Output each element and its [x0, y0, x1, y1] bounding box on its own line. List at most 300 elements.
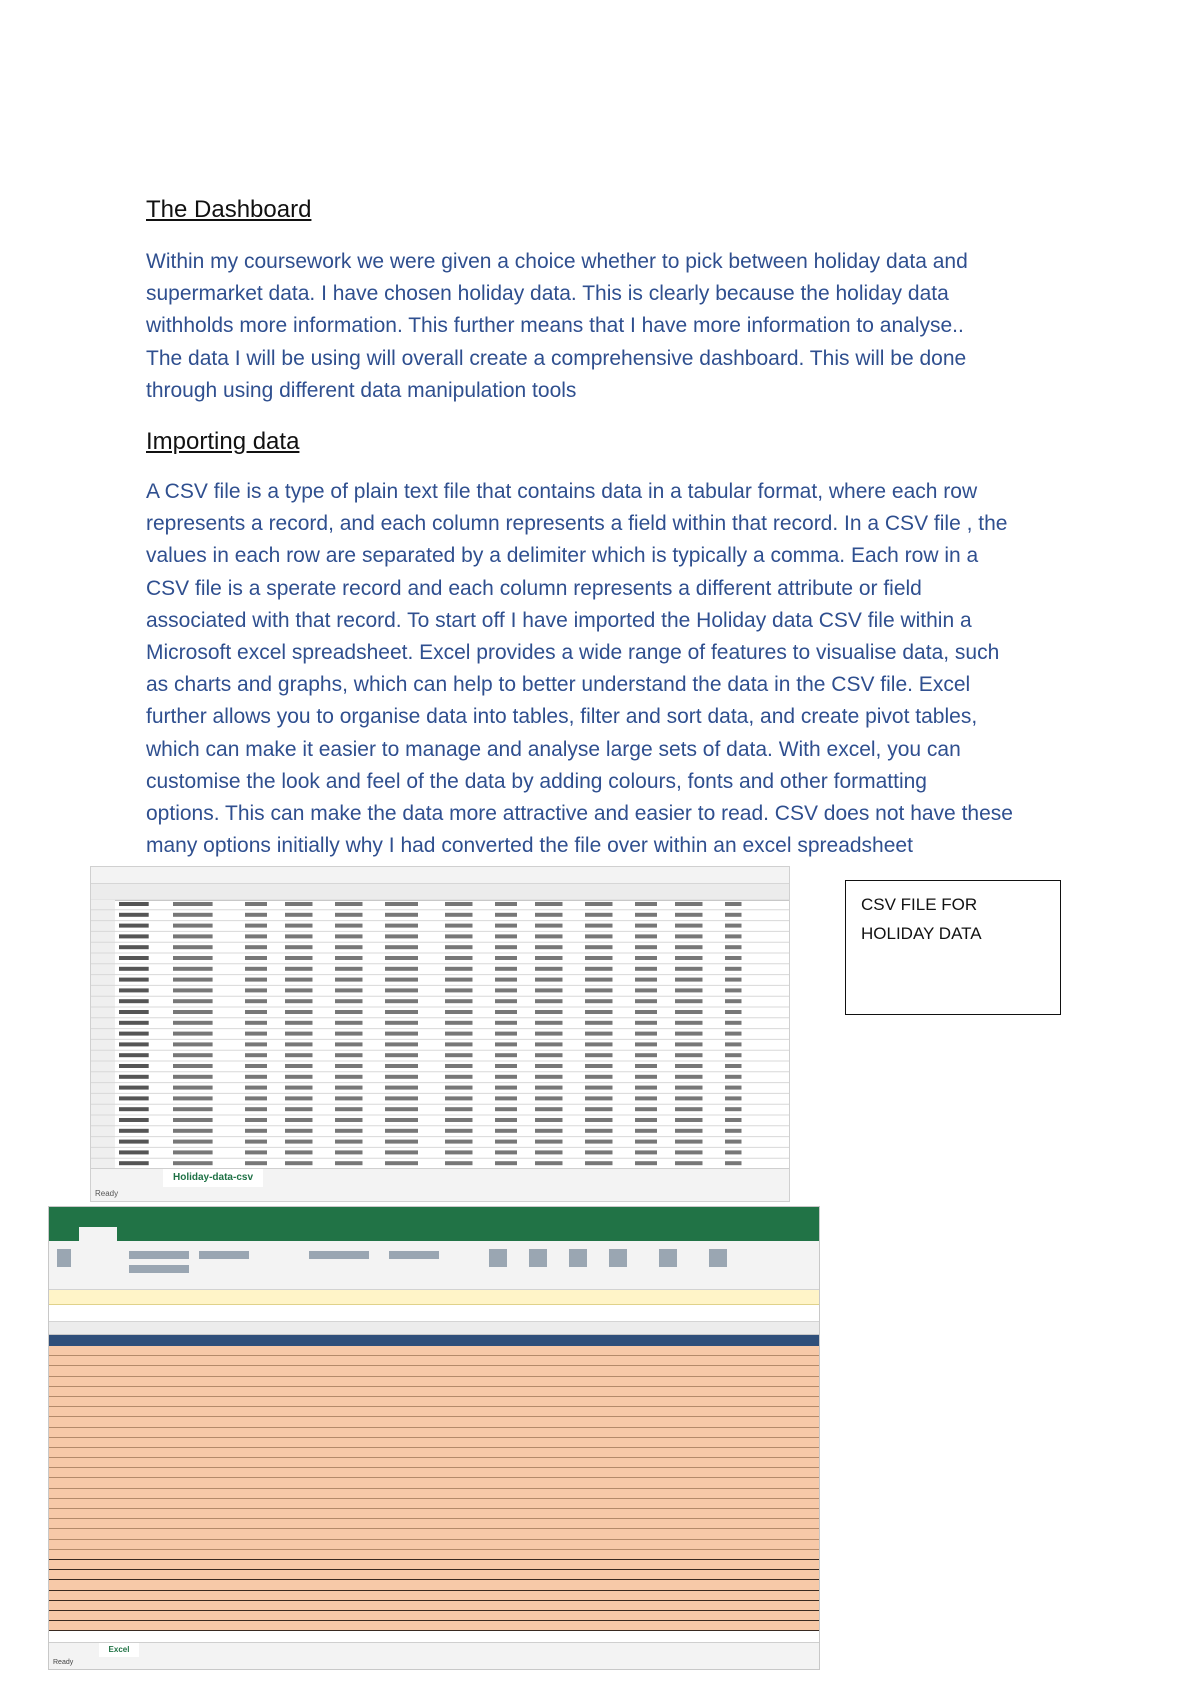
cell-content — [335, 967, 363, 971]
table-row — [49, 1499, 819, 1509]
cell-content — [635, 1010, 657, 1014]
cell-content — [335, 924, 363, 928]
cell-content — [635, 1032, 657, 1036]
cell-content — [495, 1021, 517, 1025]
table-row — [49, 1458, 819, 1468]
cell-content — [245, 1086, 267, 1090]
cell-content — [285, 913, 313, 917]
cell-content — [675, 934, 703, 938]
info-bar — [49, 1290, 819, 1305]
cell-content — [445, 999, 473, 1003]
cell-content — [675, 1010, 703, 1014]
callout-line: CSV FILE FOR — [861, 895, 978, 914]
paragraph-line: through using different data manipulation tools — [146, 378, 577, 402]
paragraph-intro — [146, 246, 1076, 407]
cell-content — [725, 1064, 742, 1068]
cell-content — [285, 967, 313, 971]
cell-content — [173, 1096, 213, 1100]
cell-content — [173, 945, 213, 949]
cell-content — [445, 1075, 473, 1079]
cell-content — [245, 999, 267, 1003]
cell-content — [335, 1021, 363, 1025]
cell-content — [585, 1053, 613, 1057]
cell-content — [245, 1042, 267, 1046]
spreadsheet-grid — [91, 899, 789, 1169]
cell-content — [119, 1010, 149, 1014]
cell-content — [445, 956, 473, 960]
cell-content — [445, 1010, 473, 1014]
cell-content — [635, 1086, 657, 1090]
cell-content — [675, 913, 703, 917]
cell-content — [245, 1107, 267, 1111]
cell-content — [245, 1053, 267, 1057]
table-row — [49, 1580, 819, 1590]
paragraph-line: withholds more information. This further means that I have more information to analyse.. — [146, 314, 964, 338]
cell-content — [173, 913, 213, 917]
cell-content — [585, 1107, 613, 1111]
cell-content — [173, 934, 213, 938]
cell-content — [285, 1042, 313, 1046]
heading-the-dashboard: The Dashboard — [146, 196, 312, 223]
cell-content — [445, 1150, 473, 1154]
cell-content — [725, 1096, 742, 1100]
cell-content — [385, 956, 418, 960]
table-row — [49, 1417, 819, 1427]
cell-content — [119, 1129, 149, 1133]
cell-content — [495, 978, 517, 982]
cell-content — [535, 945, 563, 949]
cell-content — [495, 945, 517, 949]
cell-content — [285, 902, 313, 906]
cell-content — [285, 1021, 313, 1025]
cell-content — [335, 988, 363, 992]
cell-content — [245, 1161, 267, 1165]
cell-content — [535, 1021, 563, 1025]
cell-content — [725, 1010, 742, 1014]
cell-content — [245, 978, 267, 982]
cell-content — [385, 1064, 418, 1068]
cell-content — [445, 1161, 473, 1165]
cell-content — [535, 956, 563, 960]
cell-content — [585, 902, 613, 906]
cell-content — [335, 945, 363, 949]
cell-content — [495, 1161, 517, 1165]
table-row — [49, 1468, 819, 1478]
cell-content — [635, 1161, 657, 1165]
cell-content — [535, 978, 563, 982]
cell-content — [385, 1053, 418, 1057]
table-row — [49, 1591, 819, 1601]
cell-content — [285, 1064, 313, 1068]
cell-content — [335, 1086, 363, 1090]
cell-content — [385, 978, 418, 982]
cell-content — [635, 1118, 657, 1122]
cell-content — [495, 1075, 517, 1079]
cell-content — [495, 1107, 517, 1111]
cell-content — [725, 999, 742, 1003]
cell-content — [335, 1118, 363, 1122]
paragraph-line: supermarket data. I have chosen holiday data. This is clearly because the holiday data — [146, 282, 949, 306]
cell-content — [245, 967, 267, 971]
cell-content — [245, 956, 267, 960]
cell-content — [635, 924, 657, 928]
cell-content — [635, 1042, 657, 1046]
cell-content — [535, 902, 563, 906]
cell-content — [173, 1129, 213, 1133]
paragraph-line: CSV file is a sperate record and each column represents a different attribute or field — [146, 576, 922, 600]
cell-content — [385, 1010, 418, 1014]
column-headers — [49, 1322, 819, 1335]
cell-content — [119, 1053, 149, 1057]
paragraph-line: many options initially why I had converted the file over within an excel spreadsheet — [146, 834, 913, 858]
cell-content — [173, 1010, 213, 1014]
paragraph-line: represents a record, and each column represents a field within that record. In a CSV file , the — [146, 512, 1008, 536]
ribbon-tab-home[interactable] — [79, 1227, 117, 1241]
cell-content — [173, 1042, 213, 1046]
cell-content — [585, 1032, 613, 1036]
cell-content — [535, 1032, 563, 1036]
cell-content — [535, 1140, 563, 1144]
cell-content — [285, 934, 313, 938]
cell-content — [635, 913, 657, 917]
cell-content — [585, 967, 613, 971]
cell-content — [335, 1075, 363, 1079]
cell-content — [445, 978, 473, 982]
cell-content — [385, 945, 418, 949]
cell-content — [635, 1075, 657, 1079]
cell-content — [585, 978, 613, 982]
cell-content — [173, 967, 213, 971]
paragraph-line: Microsoft excel spreadsheet. Excel provides a wide range of features to visualise data, such — [146, 641, 1000, 665]
cell-content — [119, 999, 149, 1003]
cell-content — [495, 924, 517, 928]
sheet-tab-holiday-data-csv[interactable]: Holiday-data-csv — [163, 1169, 263, 1189]
cell-content — [245, 934, 267, 938]
table-row — [49, 1448, 819, 1458]
cell-content — [675, 967, 703, 971]
cell-content — [725, 1042, 742, 1046]
cell-content — [119, 1032, 149, 1036]
cell-content — [335, 1129, 363, 1133]
cell-content — [495, 1053, 517, 1057]
cell-content — [675, 956, 703, 960]
paragraph-line: customise the look and feel of the data by adding colours, fonts and other formatting — [146, 769, 927, 793]
table-row — [49, 1489, 819, 1499]
cell-content — [285, 1075, 313, 1079]
cell-content — [495, 1042, 517, 1046]
table-row — [49, 1428, 819, 1438]
table-row — [49, 1377, 819, 1387]
cell-content — [675, 1150, 703, 1154]
cell-content — [385, 1118, 418, 1122]
cell-content — [445, 1086, 473, 1090]
cell-content — [585, 913, 613, 917]
paragraph-line: options. This can make the data more attractive and easier to read. CSV does not have these — [146, 802, 1013, 826]
cell-content — [119, 988, 149, 992]
cell-content — [173, 1107, 213, 1111]
cell-content — [173, 924, 213, 928]
cell-content — [675, 1032, 703, 1036]
paragraph-line: further allows you to organise data into tables, filter and sort data, and create pivot tables, — [146, 705, 978, 729]
cell-content — [725, 902, 742, 906]
cell-content — [725, 945, 742, 949]
table-row — [49, 1438, 819, 1448]
cell-content — [675, 978, 703, 982]
cell-content — [385, 934, 418, 938]
cell-content — [245, 1096, 267, 1100]
cell-content — [535, 1161, 563, 1165]
cell-content — [635, 1064, 657, 1068]
cell-content — [495, 956, 517, 960]
cell-content — [725, 1021, 742, 1025]
cell-content — [635, 1107, 657, 1111]
cell-content — [725, 978, 742, 982]
cell-content — [445, 967, 473, 971]
cell-content — [675, 999, 703, 1003]
cell-content — [675, 924, 703, 928]
cell-content — [335, 956, 363, 960]
cell-content — [119, 978, 149, 982]
cell-content — [285, 1161, 313, 1165]
cell-content — [725, 924, 742, 928]
table-row — [49, 1529, 819, 1539]
cell-content — [385, 1161, 418, 1165]
cell-content — [445, 988, 473, 992]
cell-content — [335, 1140, 363, 1144]
cell-content — [173, 999, 213, 1003]
cell-content — [495, 1064, 517, 1068]
cell-content — [285, 1150, 313, 1154]
cell-content — [725, 913, 742, 917]
cell-content — [535, 1075, 563, 1079]
cell-content — [119, 1075, 149, 1079]
cell-content — [285, 988, 313, 992]
cell-content — [495, 1010, 517, 1014]
ribbon-tabs — [49, 1225, 819, 1241]
status-bar: Ready — [91, 1187, 790, 1201]
table-row — [49, 1397, 819, 1407]
cell-content — [635, 999, 657, 1003]
table-row — [49, 1519, 819, 1529]
cell-content — [675, 988, 703, 992]
cell-content — [119, 913, 149, 917]
cell-content — [173, 1075, 213, 1079]
cell-content — [635, 967, 657, 971]
cell-content — [725, 1086, 742, 1090]
cell-content — [725, 1053, 742, 1057]
cell-content — [495, 1032, 517, 1036]
cell-content — [173, 1118, 213, 1122]
cell-content — [285, 1032, 313, 1036]
cell-content — [335, 1010, 363, 1014]
paragraph-line: Within my coursework we were given a choice whether to pick between holiday data and — [146, 250, 968, 273]
cell-content — [445, 1032, 473, 1036]
cell-content — [535, 924, 563, 928]
cell-content — [335, 1053, 363, 1057]
cell-content — [535, 1053, 563, 1057]
cell-content — [635, 978, 657, 982]
cell-content — [495, 913, 517, 917]
cell-content — [173, 1064, 213, 1068]
cell-content — [245, 988, 267, 992]
cell-content — [725, 956, 742, 960]
cell-content — [335, 1107, 363, 1111]
table-row — [49, 1387, 819, 1397]
paragraph-line: as charts and graphs, which can help to better understand the data in the CSV file. Excel — [146, 673, 971, 697]
cell-content — [335, 999, 363, 1003]
sheet-tab-excel[interactable]: Excel — [99, 1643, 139, 1659]
cell-content — [335, 1032, 363, 1036]
cell-content — [495, 1086, 517, 1090]
cell-content — [585, 934, 613, 938]
cell-content — [245, 1140, 267, 1144]
cell-content — [245, 924, 267, 928]
cell-content — [245, 902, 267, 906]
cell-content — [675, 1161, 703, 1165]
cell-content — [675, 1042, 703, 1046]
cell-content — [285, 1129, 313, 1133]
cell-content — [119, 1150, 149, 1154]
cell-content — [335, 934, 363, 938]
cell-content — [445, 1021, 473, 1025]
table-row — [49, 1540, 819, 1550]
cell-content — [173, 956, 213, 960]
cell-content — [445, 1107, 473, 1111]
cell-content — [585, 1161, 613, 1165]
cell-content — [173, 978, 213, 982]
cell-content — [385, 988, 418, 992]
cell-content — [535, 1118, 563, 1122]
table-row — [49, 1356, 819, 1366]
cell-content — [285, 956, 313, 960]
cell-content — [675, 945, 703, 949]
cell-content — [285, 1096, 313, 1100]
table-row — [49, 1509, 819, 1519]
cell-content — [285, 945, 313, 949]
cell-content — [285, 1086, 313, 1090]
cell-content — [535, 913, 563, 917]
table-row — [49, 1621, 819, 1631]
cell-content — [245, 1064, 267, 1068]
cell-content — [285, 924, 313, 928]
cell-content — [585, 999, 613, 1003]
cell-content — [385, 999, 418, 1003]
cell-content — [535, 1129, 563, 1133]
cell-content — [173, 1086, 213, 1090]
cell-content — [585, 1140, 613, 1144]
cell-content — [119, 1086, 149, 1090]
cell-content — [385, 924, 418, 928]
cell-content — [119, 934, 149, 938]
cell-content — [495, 1150, 517, 1154]
cell-content — [445, 924, 473, 928]
cell-content — [675, 902, 703, 906]
cell-content — [725, 988, 742, 992]
cell-content — [285, 999, 313, 1003]
paragraph-line: values in each row are separated by a delimiter which is typically a comma. Each row in a — [146, 544, 979, 568]
cell-content — [445, 913, 473, 917]
spreadsheet-cells-graphic — [91, 899, 789, 1169]
cell-content — [385, 1021, 418, 1025]
cell-content — [725, 1075, 742, 1079]
cell-content — [535, 1086, 563, 1090]
cell-content — [725, 967, 742, 971]
cell-content — [335, 1042, 363, 1046]
table-row — [49, 1478, 819, 1488]
ribbon-toolbar — [49, 1241, 819, 1290]
table-row — [49, 1601, 819, 1611]
cell-content — [285, 978, 313, 982]
cell-content — [675, 1096, 703, 1100]
cell-content — [385, 1086, 418, 1090]
cell-content — [585, 1118, 613, 1122]
cell-content — [635, 1150, 657, 1154]
cell-content — [675, 1064, 703, 1068]
cell-content — [675, 1140, 703, 1144]
cell-content — [245, 1150, 267, 1154]
cell-content — [675, 1053, 703, 1057]
cell-content — [173, 902, 213, 906]
cell-content — [585, 924, 613, 928]
cell-content — [585, 1129, 613, 1133]
callout-line: HOLIDAY DATA — [861, 924, 982, 943]
cell-content — [385, 902, 418, 906]
cell-content — [445, 1129, 473, 1133]
heading-importing-data: Importing data — [146, 428, 300, 455]
cell-content — [725, 1032, 742, 1036]
status-bar: Ready — [49, 1657, 820, 1669]
cell-content — [585, 1064, 613, 1068]
cell-content — [173, 988, 213, 992]
cell-content — [495, 999, 517, 1003]
cell-content — [173, 1150, 213, 1154]
cell-content — [725, 1107, 742, 1111]
cell-content — [635, 1129, 657, 1133]
cell-content — [245, 913, 267, 917]
formula-bar — [91, 867, 789, 884]
cell-content — [725, 1129, 742, 1133]
cell-content — [725, 934, 742, 938]
cell-content — [535, 934, 563, 938]
cell-content — [245, 1118, 267, 1122]
cell-content — [445, 934, 473, 938]
cell-content — [585, 1086, 613, 1090]
cell-content — [535, 1064, 563, 1068]
cell-content — [335, 913, 363, 917]
cell-content — [245, 1129, 267, 1133]
cell-content — [535, 988, 563, 992]
cell-content — [635, 988, 657, 992]
cell-content — [585, 1042, 613, 1046]
cell-content — [385, 1150, 418, 1154]
cell-content — [585, 1010, 613, 1014]
cell-content — [445, 1118, 473, 1122]
cell-content — [635, 902, 657, 906]
cell-content — [635, 1140, 657, 1144]
cell-content — [385, 967, 418, 971]
cell-content — [585, 1021, 613, 1025]
cell-content — [119, 1118, 149, 1122]
cell-content — [119, 1064, 149, 1068]
cell-content — [385, 1107, 418, 1111]
cell-content — [285, 1140, 313, 1144]
cell-content — [445, 1042, 473, 1046]
cell-content — [119, 945, 149, 949]
paragraph-importing — [146, 476, 1076, 862]
cell-content — [635, 945, 657, 949]
cell-content — [635, 1053, 657, 1057]
cell-content — [635, 956, 657, 960]
